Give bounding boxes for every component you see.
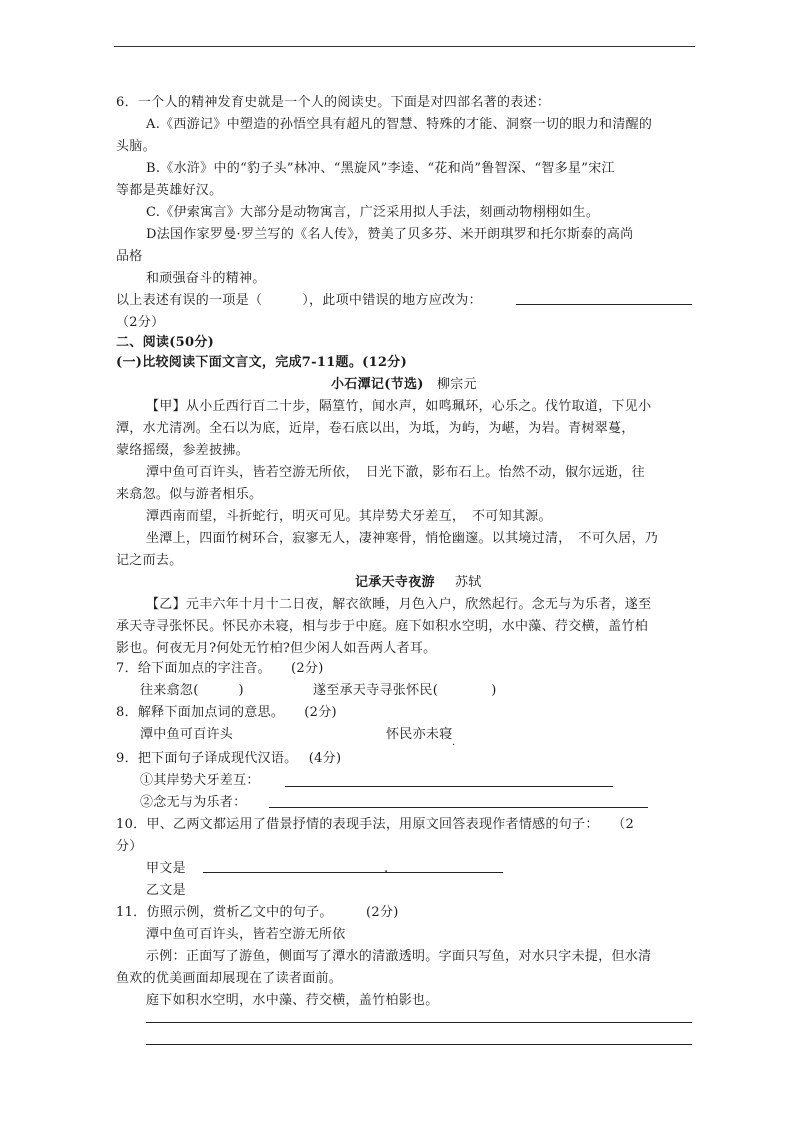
- q11-target: 庭下如积水空明，水中藻、荇交横，盖竹柏影也。: [146, 993, 439, 1008]
- q9-stem: 9．把下面句子译成现代汉语。 (4分): [116, 751, 342, 766]
- textB-p1-line2: 承天寺寻张怀民。怀民亦未寝，相与步于中庭。庭下如积水空明，水中藻、荇交横，盖竹柏: [116, 619, 649, 634]
- textA-p1-line3: 蒙络摇缀，参差披拂。: [116, 443, 250, 458]
- q6-option-d-cont: 品格: [116, 249, 143, 264]
- textB-author: 苏轼: [455, 575, 482, 590]
- q6-option-b-cont: 等都是英雄好汉。: [116, 183, 223, 198]
- textA-p1-line2: 潭，水尤清冽。全石以为底，近岸，卷石底以出，为坻，为屿，为嵁，为岩。青树翠蔓，: [116, 421, 635, 436]
- textA-p1-line1: 【甲】从小丘西行百二十步，隔篁竹，闻水声，如鸣珮环，心乐之。伐竹取道，下见小: [146, 399, 652, 414]
- q6-score: （2分）: [116, 315, 165, 330]
- emphasis-dot: ·: [452, 740, 456, 751]
- q11-stem: 11．仿照示例，赏析乙文中的句子。 (2分): [116, 905, 399, 920]
- q9-answer-line-2[interactable]: [269, 807, 648, 808]
- q9-item2: ②念无与为乐者：: [140, 795, 247, 810]
- q6-stem: 6．一个人的精神发育史就是一个人的阅读史。下面是对四部名著的表述：: [116, 95, 551, 110]
- textA-p3: 潭西南而望，斗折蛇行，明灭可见。其岸势犬牙差互， 不可知其源。: [146, 509, 552, 524]
- q11-example-line1: 示例：正面写了游鱼，侧面写了潭水的清澈透明。字面只写鱼，对水只字未提，但水清: [146, 949, 652, 964]
- textB-title: 记承天寺夜游: [355, 575, 435, 590]
- header-rule: [114, 46, 695, 47]
- q10-stem: 10．甲、乙两文都运用了借景抒情的表现手法，用原文回答表现作者情感的句子： （2: [116, 817, 635, 832]
- q7-item2[interactable]: 遂至承天寺寻张怀民( ): [313, 683, 497, 698]
- section2-part1: (一)比较阅读下面文言文，完成7-11题。(12分): [116, 355, 408, 370]
- q9-item1: ①其岸势犬牙差互：: [140, 773, 260, 788]
- textB-p1-line1: 【乙】元丰六年十月十二日夜，解衣欲睡，月色入户，欣然起行。念无与为乐者，遂至: [146, 597, 652, 612]
- q10-mark: .: [384, 861, 389, 876]
- q6-option-d-cont2: 和顽强奋斗的精神。: [146, 271, 266, 286]
- q10-answer-line[interactable]: [203, 872, 503, 873]
- textA-p2-line2: 来翕忽。似与游者相乐。: [116, 487, 263, 502]
- section2-title: 二、阅读(50分): [116, 335, 215, 350]
- q10-stem-cont: 分）: [116, 839, 143, 854]
- textA-author: 柳宗元: [437, 377, 477, 392]
- q8-item1: 潭中鱼可百许头: [140, 727, 234, 742]
- q10-a-label: 甲文是: [146, 861, 186, 876]
- textA-title: 小石潭记(节选): [331, 377, 424, 392]
- textA-p4-line2: 记之而去。: [116, 553, 183, 568]
- textB-p1-line3: 影也。何夜无月?何处无竹柏?但少闲人如吾两人者耳。: [116, 641, 437, 656]
- q11-answer-line-1[interactable]: [146, 1022, 692, 1023]
- q11-example-line2: 鱼欢的优美画面却展现在了读者面前。: [116, 971, 343, 986]
- q8-item2: 怀民亦未寝: [386, 727, 453, 742]
- q11-quote: 潭中鱼可百许头，皆若空游无所依: [146, 927, 346, 942]
- q10-b-label: 乙文是: [146, 883, 186, 898]
- q6-option-b: B.《水浒》中的“豹子头”林冲、“黑旋风”李逵、“花和尚”鲁智深、“智多星”宋江: [146, 161, 615, 176]
- textA-p2-line1: 潭中鱼可百许头，皆若空游无所依， 日光下澈，影布石上。怡然不动，俶尔远逝，往: [146, 465, 645, 480]
- q6-option-a-cont: 头脑。: [116, 139, 156, 154]
- q6-question: 以上表述有误的一项是（ ），此项中错误的地方应改为：: [116, 293, 482, 308]
- q11-answer-line-2[interactable]: [146, 1044, 692, 1045]
- q6-option-a: A.《西游记》中塑造的孙悟空具有超凡的智慧、特殊的才能、洞察一切的眼力和清醒的: [146, 117, 653, 132]
- textA-p4-line1: 坐潭上，四面竹树环合，寂寥无人，凄神寒骨，悄怆幽邃。以其境过清， 不可久居，乃: [146, 531, 659, 546]
- q7-stem: 7．给下面加点的字注音。 (2分): [116, 661, 324, 676]
- q7-item1[interactable]: 往来翕忽( ): [140, 683, 244, 698]
- q9-answer-line-1[interactable]: [285, 786, 613, 787]
- q6-option-d: D法国作家罗曼·罗兰写的《名人传》，赞美了贝多芬、米开朗琪罗和托尔斯泰的高尚: [146, 227, 634, 242]
- q8-stem: 8．解释下面加点词的意思。 (2分): [116, 705, 337, 720]
- q6-option-c: C.《伊索寓言》大部分是动物寓言，广泛采用拟人手法，刻画动物栩栩如生。: [146, 205, 600, 220]
- q6-answer-line[interactable]: [516, 304, 692, 305]
